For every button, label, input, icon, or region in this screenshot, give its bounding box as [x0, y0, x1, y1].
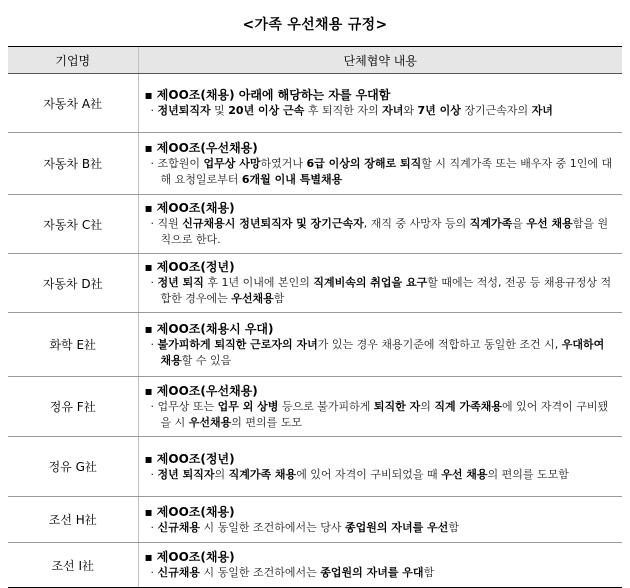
body-text: 후 퇴직한 자의 — [304, 104, 383, 117]
body-text: 할 수 있음 — [181, 353, 232, 367]
body-text: · 조합원이 — [150, 156, 204, 170]
emphasized-text: 업무 외 상병 — [217, 399, 279, 413]
body-text: 함 — [448, 520, 459, 534]
emphasized-text: 정년 퇴직자 — [157, 467, 215, 481]
body-text: 가 있는 경우 채용기준에 적합하고 동일한 조건 시, — [317, 337, 562, 351]
table-row — [8, 313, 622, 377]
emphasized-text: 퇴직한 자 — [373, 399, 421, 413]
body-text: 의 편의를 도모 — [231, 415, 303, 429]
emphasized-text: 6급 이상의 장해로 퇴직 — [306, 156, 422, 170]
emphasized-text: 우선 채용 — [526, 217, 573, 230]
emphasized-text: 불가피하게 퇴직한 근로자의 자녀 — [157, 337, 318, 351]
table-row — [8, 133, 622, 195]
emphasized-text: 우선채용 — [188, 415, 232, 429]
body-text: 및 — [210, 104, 229, 117]
company-name: 조선 I社 — [8, 543, 138, 588]
article-body — [145, 103, 617, 119]
emphasized-text: 업무상 사망 — [203, 156, 261, 170]
body-text: 등으로 불가피하게 — [278, 399, 374, 413]
company-name: 자동차 D社 — [8, 254, 138, 313]
table-row — [8, 377, 622, 437]
agreement-content — [138, 377, 622, 437]
body-text: · — [150, 520, 158, 534]
table-row — [8, 254, 622, 313]
body-text: · — [150, 566, 158, 579]
body-text: 함을 원칙으로 한다. — [160, 217, 609, 246]
agreement-content — [138, 437, 622, 497]
body-text: 하였거나 — [260, 156, 307, 170]
table-title: <가족 우선채용 규정> — [242, 17, 388, 33]
agreement-content — [138, 254, 622, 313]
table-row — [8, 437, 622, 497]
article-body — [145, 216, 617, 248]
emphasized-text: 우선 채용 — [441, 467, 488, 481]
agreement-content — [138, 543, 622, 588]
article-heading: ▪ 제OO조(채용) — [144, 504, 235, 519]
body-text: · — [150, 276, 158, 289]
emphasized-text: 신규채용시 정년퇴직자 및 장기근속자 — [182, 217, 364, 230]
header-row — [8, 47, 622, 74]
header-content: 단체협약 내용 — [138, 47, 622, 74]
company-name: 자동차 C社 — [8, 195, 138, 254]
article-heading: ▪ 제OO조(우선채용) — [144, 383, 258, 398]
emphasized-text: 자녀 — [531, 104, 553, 117]
emphasized-text: 자녀 — [382, 104, 404, 117]
company-name: 정유 F社 — [8, 377, 138, 437]
emphasized-text: 6개월 이내 특별채용 — [241, 172, 343, 186]
company-name: 조선 H社 — [8, 497, 138, 543]
article-body — [145, 565, 617, 581]
article-heading: ▪ 제OO조(채용시 우대) — [144, 321, 274, 336]
agreement-content — [138, 313, 622, 377]
article-heading: ▪ 제OO조(우선채용) — [144, 140, 258, 155]
company-name: 화학 E社 — [8, 313, 138, 377]
company-name: 정유 G社 — [8, 437, 138, 497]
body-text: 의 — [214, 467, 229, 481]
body-text: 시 동일한 조건하에서는 당사 — [200, 520, 346, 534]
agreement-content — [138, 133, 622, 195]
body-text: 장기근속자의 — [460, 104, 532, 117]
emphasized-text: 신규채용 — [157, 566, 201, 579]
article-heading: ▪ 제OO조(정년) — [144, 451, 235, 466]
article-body — [145, 156, 617, 188]
emphasized-text: 직계 가족채용 — [434, 399, 502, 413]
body-text: 의 — [420, 399, 435, 413]
agreement-content — [138, 195, 622, 254]
header-company: 기업명 — [8, 47, 138, 74]
body-text: · — [150, 337, 158, 351]
body-text: 와 — [403, 104, 418, 117]
body-text: · 업무상 또는 — [150, 399, 218, 413]
article-body — [145, 275, 617, 307]
emphasized-text: 직계가족 채용 — [228, 467, 297, 481]
article-heading: ▪ 제OO조(정년) — [144, 260, 235, 274]
table-row — [8, 543, 622, 588]
emphasized-text: 종업원의 자녀를 우선 — [345, 520, 449, 534]
emphasized-text: 7년 이상 — [417, 104, 461, 117]
table-row — [8, 497, 622, 543]
company-name: 자동차 A社 — [8, 74, 138, 133]
body-text: · — [150, 104, 158, 117]
body-text: 할 때에는 적성, 전공 등 채용규정상 적합한 경우에는 — [160, 276, 612, 305]
emphasized-text: 직계비속의 취업을 요구 — [313, 276, 428, 289]
body-text: 에 있어 자격이 구비됐을 시 — [160, 399, 609, 429]
article-body — [145, 337, 617, 369]
article-body — [145, 467, 617, 483]
article-heading: ▪ 제OO조(채용) 아래에 해당하는 자를 우대함 — [144, 88, 391, 102]
emphasized-text: 정년 퇴직 — [157, 276, 204, 289]
body-text: 을 — [512, 217, 527, 230]
emphasized-text: 신규채용 — [157, 520, 201, 534]
agreement-content — [138, 74, 622, 133]
body-text: 할 시 직계가족 또는 배우자 중 1인에 대해 요청일로부터 — [160, 156, 613, 186]
body-text: , 재직 중 사망자 등의 — [363, 217, 470, 230]
emphasized-text: 우대하여 채용 — [160, 337, 605, 367]
company-name: 자동차 B社 — [8, 133, 138, 195]
body-text: 에 있어 자격이 구비되었을 때 — [296, 467, 442, 481]
article-heading: ▪ 제OO조(채용) — [144, 550, 235, 564]
body-text: 시 동일한 조건하에서는 — [200, 566, 321, 579]
emphasized-text: 20년 이상 근속 — [228, 104, 305, 117]
emphasized-text: 우선채용 — [231, 292, 274, 305]
emphasized-text: 정년퇴직자 — [157, 104, 211, 117]
body-text: 의 편의를 도모함 — [487, 467, 569, 481]
body-text: 함 — [273, 292, 285, 305]
article-heading: ▪ 제OO조(채용) — [144, 201, 235, 215]
table-row — [8, 195, 622, 254]
body-text: · — [150, 467, 158, 481]
emphasized-text: 직계가족 — [469, 217, 513, 230]
emphasized-text: 종업원의 자녀를 우대 — [320, 566, 424, 579]
article-body — [145, 399, 617, 431]
agreement-content — [138, 497, 622, 543]
policy-table — [8, 46, 622, 588]
article-body — [145, 520, 617, 536]
body-text: 함 — [423, 566, 435, 579]
body-text: 후 1년 이내에 본인의 — [203, 276, 314, 289]
table-row — [8, 74, 622, 133]
body-text: · 직원 — [150, 217, 183, 230]
